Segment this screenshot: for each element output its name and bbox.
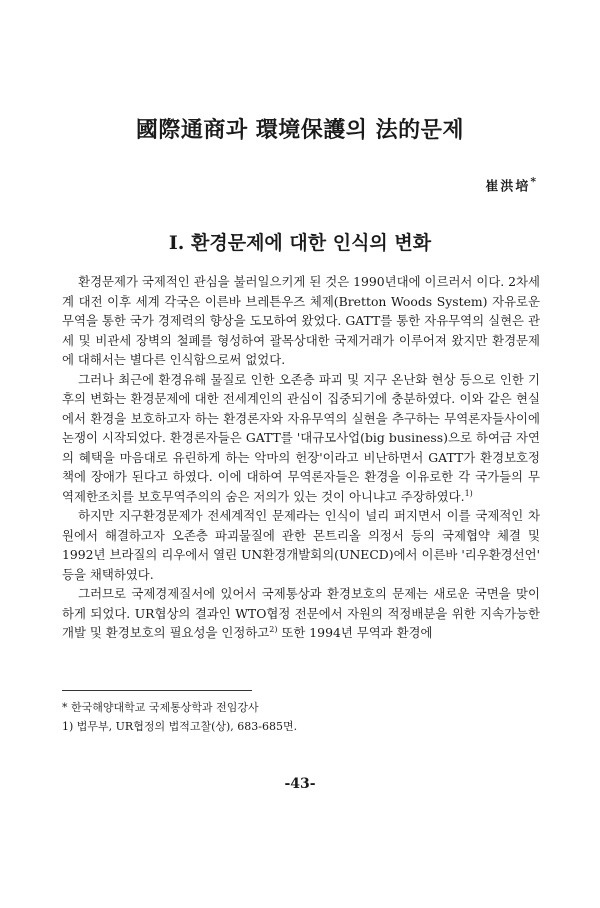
paragraph-4-text: 그러므로 국제경제질서에 있어서 국제통상과 환경보호의 문제는 새로운 국면을 맞이하게 되었다. UR협상의 결과인 WTO협정 전문에서 자원의 적정배분을 위한 지속가능한 개발 및 환경보호의 필요성을 인정하고 [62, 586, 540, 640]
body-text [62, 272, 540, 643]
paragraph-3-text: 하지만 지구환경문제가 전세계적인 문제라는 인식이 널리 퍼지면서 이를 국제적인 차원에서 해결하고자 오존층 파괴물질에 관한 몬트리올 의정서 등의 국제협약 체결 및 1992년 브라질의 리우에서 열린 UN환경개발회의(UNECD)에서 이른바 '리우환경선언' 등을 채택하였다. [62, 508, 540, 582]
paragraph-2 [62, 370, 540, 507]
paragraph-2-text: 그러나 최근에 환경유해 물질로 인한 오존층 파괴 및 지구 온난화 현상 등으로 인한 기후의 변화는 환경문제에 대한 전세계인의 관심이 집중되기에 충분하였다. 이와 같은 현실에서 환경을 보호하고자 하는 환경론자와 자유무역의 실현을 추구하는 무역론자들사이에 논쟁이 시작되었다. 환경론자들은 GATT를 '대규모사업(big business)으로 하여금 자연의 혜택을 마음대로 유린하게 하는 악마의 헌장'이라고 비난하면서 GATT가 환경보호정책에 장애가 된다고 하였다. 이에 대하여 무역론자들은 환경을 이유로한 각 국가들의 무역제한조치를 보호무역주의의 숨은 저의가 있는 것이 아니냐고 주장하였다. [62, 371, 540, 504]
footnotes [62, 698, 540, 736]
paragraph-4 [62, 584, 540, 643]
paragraph-4-tail: 또한 1994년 무역과 환경에 [277, 625, 433, 640]
author-text: 崔洪培 [485, 179, 531, 195]
paper-title: 國際通商과 環境保護의 法的문제 [135, 117, 465, 143]
paragraph-1-text: 환경문제가 국제적인 관심을 불러일으키게 된 것은 1990년대에 이르러서 이다. 2차세계 대전 이후 세계 각국은 이른바 브레튼우즈 체제(Bretton Woods System) 자유로운 무역을 통한 국가 경제력의 향상을 도모하여 왔었다. GATT를 통한 자유무역의 실현은 관세 및 비관세 장벽의 철폐를 형성하여 괄목상대한 국제거래가 이루어져 왔지만 환경문제에 대해서는 별다른 인식함으로써 없었다. [62, 274, 540, 367]
footnote-author-affiliation: * 한국해양대학교 국제통상학과 전임강사 [62, 701, 259, 714]
author-name [485, 175, 538, 194]
footnote-divider [62, 690, 252, 691]
footnote-ref-2[interactable]: 2) [269, 624, 278, 634]
paragraph-1 [62, 272, 540, 370]
paragraph-3 [62, 506, 540, 584]
footnote-1: 1) 법무부, UR협정의 법적고찰(상), 683-685면. [62, 720, 298, 733]
page-number: -43- [284, 776, 316, 792]
section-heading: I. 환경문제에 대한 인식의 변화 [168, 232, 432, 254]
footnote-ref-1[interactable]: 1) [464, 488, 473, 498]
author-footnote-mark: * [530, 175, 538, 188]
